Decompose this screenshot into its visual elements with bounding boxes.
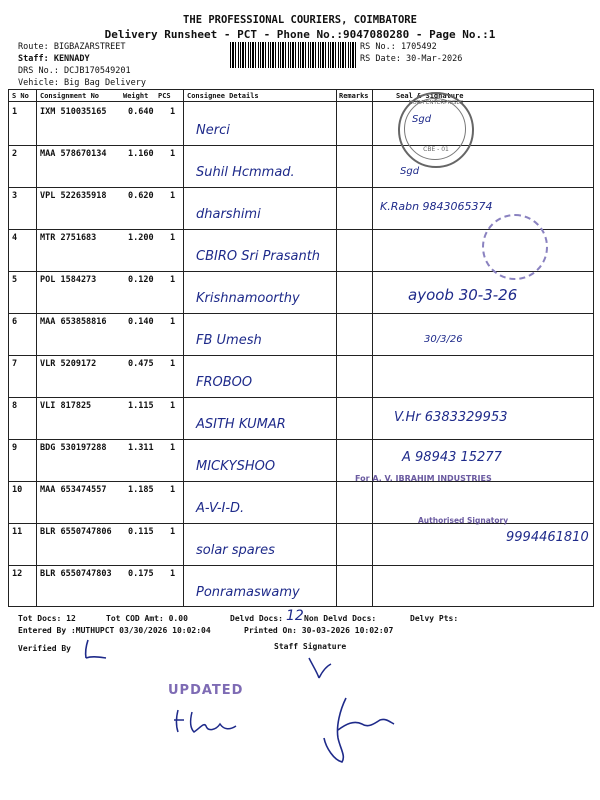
row-weight: 1.311	[128, 443, 154, 453]
handwritten-signature: ayoob 30-3-26	[408, 286, 518, 304]
round-seal-stamp	[398, 92, 474, 168]
delivered-docs-label: Delvd Docs:	[230, 614, 283, 623]
row-sno: 4	[12, 233, 18, 243]
row-divider	[8, 481, 594, 482]
col-header-seal-signature: Seal & Signature	[396, 92, 464, 100]
row-sno: 12	[12, 569, 23, 579]
delivered-docs-value: 12	[286, 608, 304, 624]
runsheet-title: Delivery Runsheet - PCT - Phone No.:9047080280 - Page No.:1	[104, 28, 496, 41]
row-weight: 0.475	[128, 359, 154, 369]
row-divider	[8, 187, 594, 188]
row-weight: 0.620	[128, 191, 154, 201]
col-divider	[183, 89, 184, 607]
row-consignment-no: VPL 522635918	[40, 191, 107, 201]
row-consignee-handwriting: A-V-I-D.	[196, 501, 245, 516]
col-header-remarks: Remarks	[339, 92, 369, 100]
handwritten-signature: K.Rabn 9843065374	[380, 200, 493, 213]
staff-large-signature	[316, 690, 396, 766]
row-consignment-no: MAA 653858816	[40, 317, 107, 327]
row-consignee-handwriting: CBIRO Sri Prasanth	[196, 249, 321, 264]
row-consignment-no: BDG 530197288	[40, 443, 107, 453]
verified-signature	[80, 636, 110, 662]
rs-number: RS No.: 1705492	[360, 42, 437, 52]
row-sno: 6	[12, 317, 18, 327]
row-divider	[8, 565, 594, 566]
row-weight: 1.185	[128, 485, 154, 495]
row-consignment-no: MTR 2751683	[40, 233, 97, 243]
handwritten-signature: Sgd	[400, 166, 420, 177]
col-header-pcs: PCS	[158, 92, 171, 100]
staff-signature-mark	[305, 652, 335, 682]
row-divider	[8, 397, 594, 398]
row-divider	[8, 145, 594, 146]
row-pcs: 1	[170, 107, 176, 117]
col-header-consignee: Consignee Details	[187, 92, 259, 100]
row-weight: 1.115	[128, 401, 154, 411]
row-sno: 10	[12, 485, 23, 495]
company-stamp: For A. V. IBRAHIM INDUSTRIES	[355, 474, 492, 483]
row-sno: 1	[12, 107, 18, 117]
row-consignee-handwriting: Nerci	[196, 123, 230, 138]
row-pcs: 1	[170, 569, 176, 579]
row-weight: 1.200	[128, 233, 154, 243]
row-consignee-handwriting: FROBOO	[196, 375, 253, 390]
row-consignee-handwriting: dharshimi	[196, 207, 261, 222]
handwritten-signature: A 98943 15277	[402, 450, 502, 465]
staff-signature-label: Staff Signature	[274, 642, 347, 651]
total-docs: Tot Docs: 12	[18, 614, 76, 623]
printed-on: Printed On: 30-03-2026 10:02:07	[244, 626, 394, 635]
row-consignee-handwriting: Ponramaswamy	[196, 585, 300, 600]
row-sno: 2	[12, 149, 18, 159]
row-sno: 3	[12, 191, 18, 201]
row-consignment-no: VLR 5209172	[40, 359, 97, 369]
total-cod: Tot COD Amt: 0.00	[106, 614, 188, 623]
row-consignee-handwriting: Krishnamoorthy	[196, 291, 300, 306]
row-pcs: 1	[170, 191, 176, 201]
non-delivered-docs-label: Non Delvd Docs:	[304, 614, 377, 623]
row-weight: 0.640	[128, 107, 154, 117]
row-weight: 0.140	[128, 317, 154, 327]
authorised-stamp: Authorised Signatory	[418, 516, 509, 525]
vehicle-label: Vehicle: Big Bag Delivery	[18, 78, 146, 88]
row-pcs: 1	[170, 149, 176, 159]
row-pcs: 1	[170, 527, 176, 537]
row-sno: 7	[12, 359, 18, 369]
row-consignment-no: POL 1584273	[40, 275, 97, 285]
rs-date: RS Date: 30-Mar-2026	[360, 54, 463, 64]
handwritten-signature: 9994461810	[506, 530, 589, 545]
handwritten-signature: 30/3/26	[424, 334, 463, 345]
row-pcs: 1	[170, 275, 176, 285]
verified-by-label: Verified By	[18, 644, 71, 653]
row-consignment-no: VLI 817825	[40, 401, 92, 411]
col-header-weight: Weight	[123, 92, 149, 100]
delivery-points-label: Delvy Pts:	[410, 614, 459, 623]
row-pcs: 1	[170, 485, 176, 495]
col-header-consignment: Consignment No	[40, 92, 100, 100]
col-divider	[36, 89, 37, 607]
row-weight: 1.160	[128, 149, 154, 159]
row-consignment-no: MAA 653474557	[40, 485, 107, 495]
entered-by: Entered By :MUTHUPCT 03/30/2026 10:02:04	[18, 626, 211, 635]
row-pcs: 1	[170, 359, 176, 369]
row-consignee-handwriting: FB Umesh	[196, 333, 262, 348]
company-title: THE PROFESSIONAL COURIERS, COIMBATORE	[183, 14, 417, 26]
route-label: Route: BIGBAZARSTREET	[18, 42, 126, 52]
col-header-sno: S No	[12, 92, 29, 100]
barcode-image	[230, 42, 356, 68]
row-consignment-no: BLR 6550747806	[40, 527, 112, 537]
seal-bottom-text: CBE - 01	[423, 146, 449, 153]
row-pcs: 1	[170, 317, 176, 327]
row-divider	[8, 355, 594, 356]
updated-signature	[170, 704, 250, 738]
row-pcs: 1	[170, 401, 176, 411]
row-sno: 5	[12, 275, 18, 285]
row-consignee-handwriting: solar spares	[196, 543, 275, 558]
row-sno: 9	[12, 443, 18, 453]
row-divider	[8, 313, 594, 314]
col-divider	[372, 89, 373, 607]
row-sno: 11	[12, 527, 23, 537]
row-weight: 0.175	[128, 569, 154, 579]
row-consignee-handwriting: Suhil Hcmmad.	[196, 165, 295, 180]
updated-stamp: UPDATED	[168, 683, 244, 698]
row-consignment-no: MAA 578670134	[40, 149, 107, 159]
header-divider	[8, 101, 594, 102]
seal-text: NURA ENTERPRISES	[408, 100, 464, 106]
row-weight: 0.115	[128, 527, 154, 537]
row-sno: 8	[12, 401, 18, 411]
col-divider	[336, 89, 337, 607]
row-divider	[8, 439, 594, 440]
row-pcs: 1	[170, 443, 176, 453]
row-consignee-handwriting: MICKYSHOO	[196, 459, 276, 474]
handwritten-signature: V.Hr 6383329953	[394, 410, 508, 425]
row-pcs: 1	[170, 233, 176, 243]
staff-label: Staff: KENNADY	[18, 54, 90, 64]
drs-number: DRS No.: DCJB170549201	[18, 66, 131, 76]
row-consignment-no: IXM 510035165	[40, 107, 107, 117]
row-weight: 0.120	[128, 275, 154, 285]
row-consignment-no: BLR 6550747803	[40, 569, 112, 579]
round-faded-stamp	[482, 214, 548, 280]
row-consignee-handwriting: ASITH KUMAR	[196, 417, 286, 432]
handwritten-signature: Sgd	[412, 114, 432, 125]
